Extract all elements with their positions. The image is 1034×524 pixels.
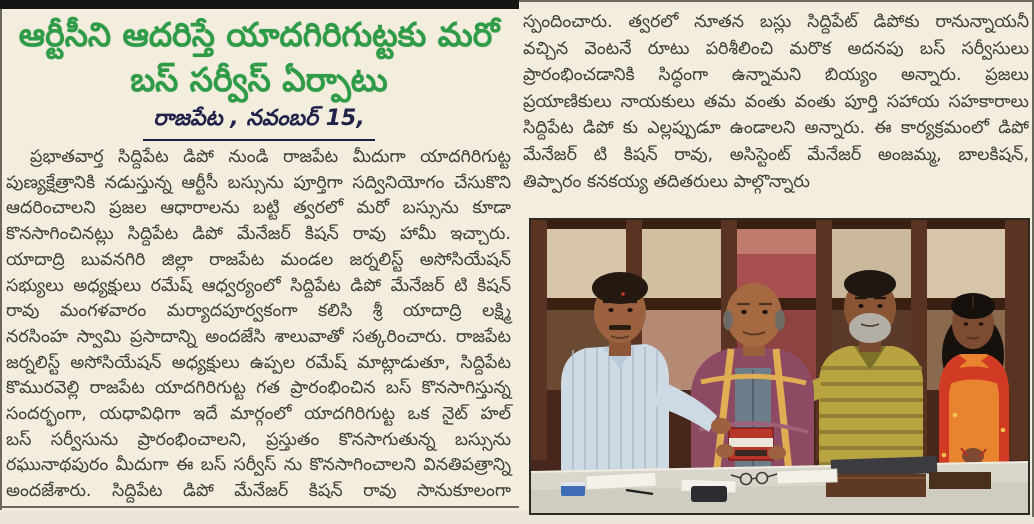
article-left-column-line: జర్నలిస్ట్ అసోసియేషన్ అధ్యక్షులు ఉప్పల రమేష్ మాట్లాడుతూ, సిద్దిపేట	[6, 352, 511, 373]
top-rule	[0, 0, 519, 9]
article-left-column-line: సభ్యులు అధ్యక్షులు రమేష్ ఆధ్వర్యంలో సిద్దిపేట డిపో మేనేజర్ టి కిషన్	[6, 275, 511, 296]
article-right-column-line: వచ్చిన వెంటనే రూటు పరిశీలించి మరొక అదనపు బస్ సర్వీసులు	[523, 38, 1029, 59]
article-border-left	[0, 0, 2, 510]
headline-line: బస్ సర్వీస్ ఏర్పాటు	[130, 60, 388, 99]
article-left-column-line: రఘునాథపురం మీదుగా ఈ బస్ సర్వీస్ ను కొనసాగించాలని వినతిపత్రాన్ని	[6, 455, 511, 476]
article-left-column-line: పుణ్యక్షేత్రానికి నడుస్తున్న ఆర్టీసీ బస్సును పూర్తిగా సద్వినియోగం చేసుకొని	[6, 172, 511, 193]
article-right-column-line: స్పందించారు. త్వరలో నూతన బస్లు సిద్దిపేట్ డిపోకు రానున్నాయనీ	[523, 12, 1029, 32]
article-bottom-rule	[0, 506, 519, 508]
dateline-text: రాజపేట , నవంబర్ 15,	[143, 106, 374, 141]
article-left-column-line: రావు మంగళవారం మర్యాదపూర్వకంగా కలిసి శ్రీ యాదాద్రి లక్ష్మి	[6, 301, 511, 322]
news-photo-illustration	[531, 220, 1028, 513]
dateline	[8, 106, 510, 141]
article-right-column-line: ప్రారంభించడానికి సిద్ధంగా ఉన్నామని బియ్యం అన్నారు. ప్రజలు	[523, 65, 1029, 86]
article-left-column-line: అందజేశారు. సిద్దిపేట డిపో మేనేజర్ కిషన్ రావు సానుకూలంగా	[6, 481, 511, 502]
article-left-column-line: ప్రభాతవార్త సిద్దిపేట డిపో నుండి రాజపేట మీదుగా యాదగిరిగుట్ట	[30, 147, 511, 167]
article-left-column-line: యాదాద్రి బువనగిరి జిల్లా రాజపేట మండల జర్నలిస్ట్ అసోసియేషన్	[6, 249, 511, 270]
article-right-column-line: తిప్పారం కనకయ్య తదితరులు పాల్గొన్నారు	[523, 171, 810, 192]
article-left-column-line: బస్ సర్వీసును ప్రారంభించాలని, ప్రస్తుతం కొనసాగుతున్న బస్సును	[6, 429, 511, 450]
article-left-column-line: నరసింహ స్వామి ప్రసాదాన్ని అందజేసి శాలువాతో సత్కరించారు. రాజపేట	[6, 326, 511, 347]
article-right-column-line: మేనేజర్ టి కిషన్ రావు, అసిస్టెంట్ మేనేజర్ అంజమ్మ, బాలకిషన్,	[523, 144, 1029, 165]
article-left-column-line: కొనసాగించినట్లు సిద్దిపేట డిపో మేనేజర్ కిషన్ రావు హామీ ఇచ్చారు.	[6, 224, 511, 245]
article-right-column-line: సిద్దిపేట డిపో కు ఎల్లప్పుడూ ఉండాలని అన్నారు. ఈ కార్యక్రమంలో డిపో	[523, 118, 1029, 139]
article-left-column	[6, 145, 511, 505]
headline	[8, 12, 510, 102]
article-right-column	[523, 9, 1029, 195]
photo-prasadam-box	[729, 428, 773, 460]
article-right-column-line: ప్రయాణికులు నాయకులు తమ వంతు వంతు పూర్తి సహాయ సహకారాలు	[523, 91, 1029, 112]
news-photo	[529, 218, 1030, 515]
article-left-column-line: ఆదరించాలని ప్రజల ఆధారాలను బట్టి త్వరలో మరో బస్సును కూడా	[6, 198, 511, 219]
article-left-column-line: సందర్భంగా, యధావిధిగా ఇదే మార్గంలో యాదగిరిగుట్ట ఒక నైట్ హల్	[6, 404, 511, 425]
headline-line: ఆర్టీసీని ఆదరిస్తే యాదగిరిగుట్టకు మరో	[18, 15, 500, 54]
article-left-column-line: కొమురవెల్లి రాజపేట యాదగిరిగుట్ట గత ప్రారంభించిన బస్ కొనసాగిస్తున్న	[6, 378, 511, 399]
